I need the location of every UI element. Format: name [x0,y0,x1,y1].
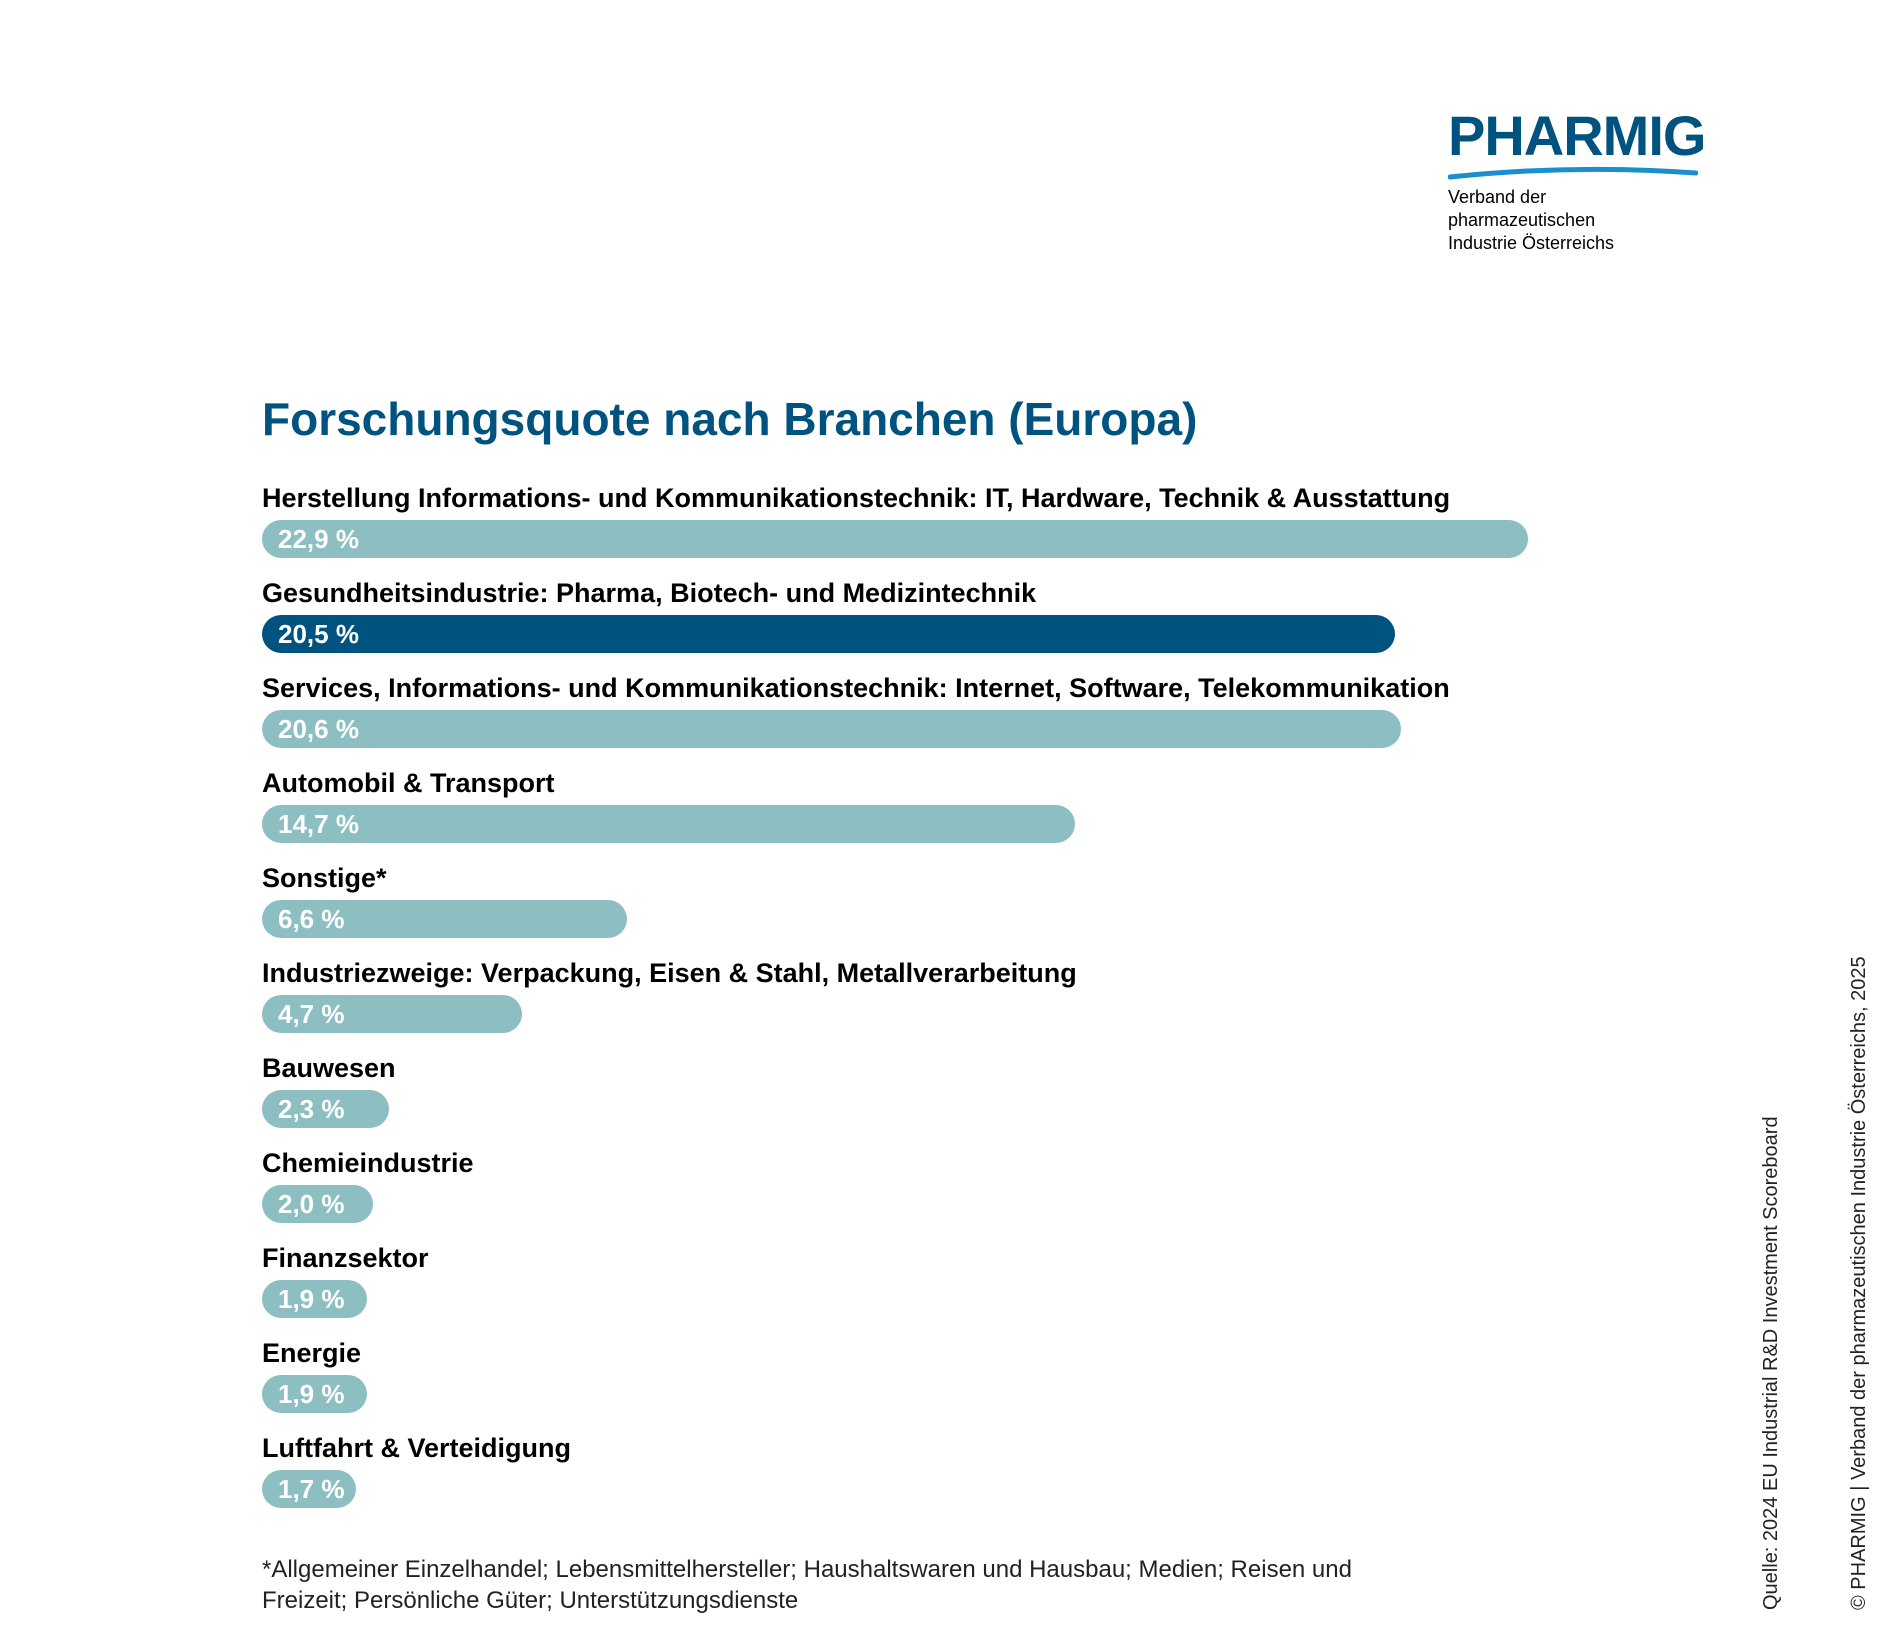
bar [262,805,1075,843]
logo-swoosh-icon [1448,166,1698,180]
bar-row [262,670,1562,765]
bar-row [262,575,1562,670]
footnote: *Allgemeiner Einzelhandel; Lebensmittelhersteller; Haushaltswaren und Hausbau; Medien; Reisen und Freizeit; Persönliche Güter; Unterstützungsdienste [262,1556,1352,1614]
bar-row [262,860,1562,955]
bar [262,615,1395,653]
bar-category-label: Finanzsektor [262,1243,429,1273]
bar [262,1280,367,1318]
bar-value-label: 14,7 % [278,809,359,839]
bar [262,710,1401,748]
bar-row [262,1430,1562,1525]
bar-row [262,1050,1562,1145]
pharmig-logo [1448,104,1706,255]
copyright-note: © PHARMIG | Verband der pharmazeutischen Industrie Österreichs, 2025 [1848,956,1870,1610]
bar-category-label: Energie [262,1338,362,1368]
bar-category-label: Gesundheitsindustrie: Pharma, Biotech- und Medizintechnik [262,578,1037,608]
bar-value-label: 1,9 % [278,1379,345,1409]
bar-row [262,1145,1562,1240]
logo-wordmark: PHARMIG [1448,104,1706,167]
bar-row [262,1335,1562,1430]
bar [262,900,627,938]
bar-value-label: 2,3 % [278,1094,345,1124]
bar [262,1375,367,1413]
bar-category-label: Sonstige* [262,863,387,893]
bar-category-label: Bauwesen [262,1053,396,1083]
bar-row [262,1240,1562,1335]
bar-category-label: Luftfahrt & Verteidigung [262,1433,571,1463]
bar-category-label: Services, Informations- und Kommunikationstechnik: Internet, Software, Telekommunikation [262,673,1450,703]
bar-value-label: 20,5 % [278,619,359,649]
bar [262,1185,373,1223]
source-note: Quelle: 2024 EU Industrial R&D Investment Scoreboard [1760,1116,1782,1610]
bar-category-label: Industriezweige: Verpackung, Eisen & Stahl, Metallverarbeitung [262,958,1077,988]
bar-category-label: Chemieindustrie [262,1148,474,1178]
bar-category-label: Automobil & Transport [262,768,555,798]
bar-row [262,480,1562,575]
bar-value-label: 1,7 % [278,1474,345,1504]
bar-category-label: Herstellung Informations- und Kommunikationstechnik: IT, Hardware, Technik & Ausstattung [262,483,1451,513]
chart-title: Forschungsquote nach Branchen (Europa) [262,393,1198,445]
bar [262,1470,356,1508]
bar-value-label: 1,9 % [278,1284,345,1314]
bar-value-label: 22,9 % [278,524,359,554]
logo-subtitle-line1: Verband der pharmazeutischen [1448,187,1596,230]
bar-value-label: 2,0 % [278,1189,345,1219]
bar-chart [262,480,1562,1510]
bar [262,520,1528,558]
bar [262,995,522,1033]
bar-value-label: 4,7 % [278,999,345,1029]
bar-value-label: 6,6 % [278,904,345,934]
bar-row [262,765,1562,860]
bar-row [262,955,1562,1050]
bar [262,1090,389,1128]
bar-value-label: 20,6 % [278,714,359,744]
logo-subtitle-line2: Industrie Österreichs [1448,233,1615,253]
